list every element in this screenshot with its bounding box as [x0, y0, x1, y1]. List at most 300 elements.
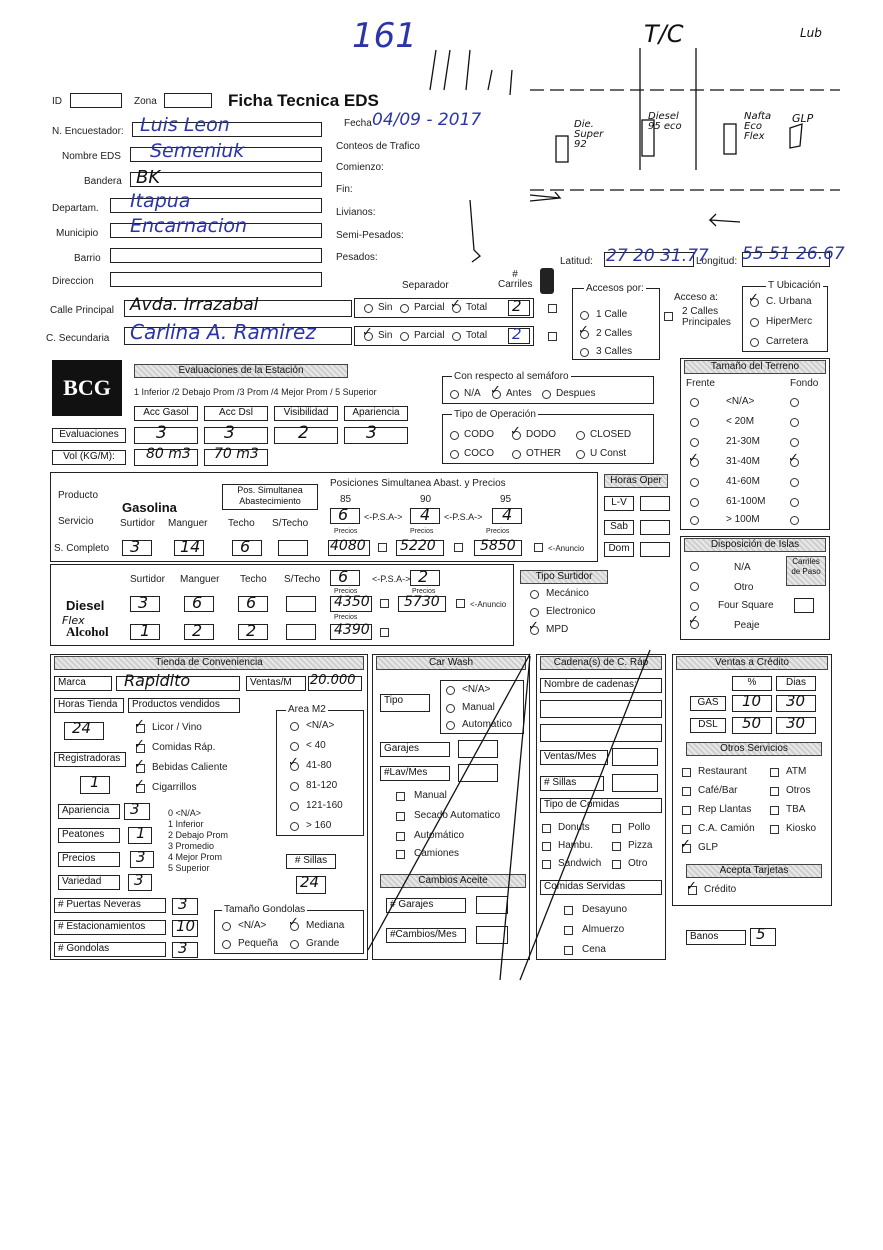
dsl-col-stecho: S/Techo	[284, 574, 321, 585]
dsl-col-manguer: Manguer	[180, 574, 220, 585]
ubicacion-hipermerc-label: HiperMerc	[766, 316, 813, 327]
producto-3-label: Cigarrillos	[152, 782, 197, 793]
parcial-label-2: Parcial	[414, 330, 445, 341]
producto-1-label: Comidas Ráp.	[152, 742, 216, 753]
fecha-label: Fecha	[344, 118, 372, 129]
cw-check-0[interactable]	[396, 792, 405, 801]
registradoras-value: 1	[90, 773, 100, 791]
dsl-psa-2-value: 2	[418, 567, 429, 586]
posiciones-label: Posiciones Simultanea Abast. y Precios	[330, 478, 506, 489]
servida-0-checkbox[interactable]	[564, 906, 573, 915]
tipo-comida-1-checkbox[interactable]	[612, 824, 621, 833]
peatones-label: Peatones	[58, 828, 120, 843]
area-4-label: 121-160	[306, 800, 343, 811]
diesel-label: Diesel	[66, 598, 105, 613]
vol-dsl-value: 70 m3	[214, 446, 259, 462]
credito-col-dias: Dias	[776, 676, 816, 691]
producto-2-label: Bebidas Caliente	[152, 762, 228, 773]
otro-servicio-7-label: Kiosko	[786, 823, 817, 834]
producto-2-mark: ✓	[134, 757, 145, 772]
horas-oper-header: Horas Oper	[604, 474, 668, 488]
psa-85-value: 6	[338, 505, 349, 524]
precios-tienda-label: Precios	[58, 852, 120, 867]
gondola-grande-label: Grande	[306, 938, 340, 949]
cadenas-tipo-label: Tipo de Comidas	[540, 798, 662, 813]
area-3-radio[interactable]	[290, 782, 299, 791]
comienzo-label: Comienzo:	[336, 162, 384, 173]
puertas-label: # Puertas Neveras	[54, 898, 166, 913]
op-codo-label: CODO	[464, 429, 494, 440]
tipo-comida-0-label: Donuts	[558, 822, 590, 833]
acceso-1-calle-label: 1 Calle	[596, 309, 628, 320]
fondo-option-4-radio[interactable]	[790, 478, 799, 487]
dsl-col-surtidor: Surtidor	[130, 574, 166, 585]
semaforo-antes-label: Antes	[506, 388, 532, 399]
tamano-gondolas-title: Tamaño Gondolas	[224, 904, 306, 915]
psa-95-value: 4	[502, 505, 513, 524]
credito-gas-label: GAS	[690, 696, 726, 711]
calle-secundaria-label: C. Secundaria	[46, 333, 110, 344]
eval-visibilidad-value: 2	[298, 423, 309, 443]
area-title: Area M2	[288, 704, 326, 715]
otro-servicio-3-checkbox[interactable]	[770, 787, 779, 796]
surtidor-mpd-label: MPD	[546, 624, 569, 635]
frente-option-2-radio[interactable]	[690, 438, 699, 447]
latitud-value: 27 20 31.77	[606, 246, 709, 266]
banos-label: Banos	[686, 930, 746, 945]
calle-secundaria-value: Carlina A. Ramirez	[130, 320, 316, 344]
fondo-option-6-radio[interactable]	[790, 516, 799, 525]
op-coco-label: COCO	[464, 448, 494, 459]
cadenas-sillas-label: # Sillas	[540, 776, 604, 791]
credito-mark: ✓	[686, 879, 697, 894]
semaforo-antes-mark: ✓	[490, 383, 501, 398]
ubicacion-urbana-mark: ✓	[748, 291, 759, 306]
producto-3-mark: ✓	[134, 777, 145, 792]
op-uconst-label: U Const	[590, 448, 627, 459]
departam-label: Departam.	[52, 203, 99, 214]
alc-manguer-value: 2	[192, 621, 203, 640]
horas-dom-label: Dom	[604, 542, 634, 557]
otro-servicio-1-checkbox[interactable]	[770, 768, 779, 777]
credito-gas-dias: 30	[786, 692, 806, 710]
dsl-col-techo: Techo	[240, 574, 267, 585]
semipesados-label: Semi-Pesados:	[336, 230, 404, 241]
cadenas-nombre-label: Nombre de cadenas:	[540, 678, 662, 693]
horas-lv-label: L-V	[604, 496, 634, 511]
disp-peaje-label: Peaje	[734, 620, 760, 631]
producto-0-label: Licor / Vino	[152, 722, 202, 733]
municipio-value: Encarnacion	[130, 215, 248, 237]
gondola-mediana-mark: ✓	[288, 915, 299, 930]
gondolas-label: # Gondolas	[54, 942, 166, 957]
tamano-header: Tamaño del Terreno	[684, 360, 826, 374]
cw-check-3[interactable]	[396, 850, 405, 859]
eval-accdsl-value: 3	[224, 423, 235, 443]
cw-check-0-label: Manual	[414, 790, 447, 801]
ventas-value: 20.000	[310, 673, 356, 688]
dsl-precios-label-1: Precios	[334, 588, 358, 595]
fondo-option-1-radio[interactable]	[790, 418, 799, 427]
otro-servicio-5-label: TBA	[786, 804, 806, 815]
puertas-value: 3	[178, 895, 188, 913]
flex-label: Flex	[62, 614, 85, 627]
carriles-paso-label: Carriles de Paso	[786, 556, 826, 586]
tamano-option-3-label: 31-40M	[726, 456, 760, 467]
precio-85-value: 4080	[330, 538, 366, 554]
calle-principal-label: Calle Principal	[50, 305, 114, 316]
otro-servicio-0-label: Restaurant	[698, 766, 747, 777]
anuncio-label-gas: <-Anuncio	[548, 544, 585, 553]
cw-na-label: <N/A>	[462, 684, 491, 695]
op-dodo-mark: ✓	[510, 424, 521, 439]
corner-mark: Lub	[800, 26, 822, 40]
tamano-option-0-label: <N/A>	[726, 396, 755, 407]
anuncio-label-dsl: <-Anuncio	[470, 600, 507, 609]
cw-check-3-label: Camiones	[414, 848, 460, 859]
area-4-radio[interactable]	[290, 802, 299, 811]
fondo-option-2-radio[interactable]	[790, 438, 799, 447]
sketch-item-3: Nafta Eco Flex	[744, 111, 772, 142]
dsl-techo-value: 6	[246, 593, 257, 612]
carriles-principal-value: 2	[512, 297, 522, 315]
tipo-comida-1-label: Pollo	[628, 822, 651, 833]
precio-95-value: 5850	[480, 538, 516, 554]
otro-servicio-6-checkbox[interactable]	[682, 825, 691, 834]
bandera-value: BK	[136, 167, 161, 188]
surtidor-mpd-mark: ✓	[528, 619, 539, 634]
sillas-tienda-value: 24	[300, 873, 320, 891]
credito-dsl-pct: 50	[742, 714, 762, 732]
gas-surtidor-value: 3	[130, 537, 141, 556]
frente-option-0-radio[interactable]	[690, 398, 699, 407]
area-5-label: > 160	[306, 820, 332, 831]
escala-5-label: 5 Superior	[168, 863, 210, 873]
ubicacion-urbana-label: C. Urbana	[766, 296, 812, 307]
vol-gasol-value: 80 m3	[146, 446, 191, 462]
eval-apariencia-value: 3	[366, 423, 377, 443]
dsl-psa-label: <-P.S.A->	[372, 574, 411, 584]
tamano-option-4-label: 41-60M	[726, 476, 760, 487]
area-41-80-mark: ✓	[288, 755, 299, 770]
eval-col-accdsl: Acc Dsl	[204, 406, 268, 421]
gas-col-manguer: Manguer	[168, 518, 208, 529]
sillas-tienda-label: # Sillas	[286, 854, 336, 869]
cw-check-1-label: Secado Automatico	[414, 810, 501, 821]
precios-tienda-value: 3	[136, 848, 146, 866]
gas-manguer-value: 14	[180, 537, 201, 556]
eval-col-apariencia: Apariencia	[344, 406, 408, 421]
apariencia-value: 3	[130, 800, 140, 818]
area-0-label: <N/A>	[306, 720, 335, 731]
disp-peaje-mark: ✓	[688, 613, 699, 628]
fecha-value: 04/09 - 2017	[372, 110, 482, 130]
estacionamientos-label: # Estacionamientos	[54, 920, 166, 935]
accesos-title: Accesos por:	[586, 283, 644, 294]
cw-check-2-label: Automático	[414, 830, 465, 841]
variedad-label: Variedad	[58, 875, 120, 890]
area-2-label: 41-80	[306, 760, 332, 771]
otro-servicio-0-checkbox[interactable]	[682, 768, 691, 777]
gondola-mediana-label: Mediana	[306, 920, 345, 931]
gondolas-value: 3	[178, 939, 188, 957]
escala-1-label: 1 Inferior	[168, 819, 204, 829]
producto-0-mark: ✓	[134, 717, 145, 732]
dsl-precios-label-2: Precios	[412, 588, 436, 595]
precios-label-3: Precios	[486, 528, 510, 535]
psa-90-value: 4	[420, 505, 431, 524]
credito-label: Crédito	[704, 884, 737, 895]
servida-1-label: Almuerzo	[582, 924, 625, 935]
id-label: ID	[52, 96, 62, 107]
gas-col-techo: Techo	[228, 518, 255, 529]
gas-col-surtidor: Surtidor	[120, 518, 156, 529]
encuestador-label: N. Encuestador:	[52, 126, 124, 137]
sin-secundaria-mark: ✓	[362, 325, 373, 340]
servida-0-label: Desayuno	[582, 904, 628, 915]
area-3-label: 81-120	[306, 780, 338, 791]
latitud-label: Latitud:	[560, 256, 593, 267]
marca-label: Marca	[54, 676, 112, 691]
alcohol-label: Alcohol	[66, 624, 109, 639]
sin-label-2: Sin	[378, 330, 393, 341]
parcial-label: Parcial	[414, 302, 445, 313]
surtidor-mecanico-label: Mecánico	[546, 588, 589, 599]
tipo-comida-3-checkbox[interactable]	[612, 842, 621, 851]
alc-techo-value: 2	[246, 621, 257, 640]
cw-check-2[interactable]	[396, 832, 405, 841]
alc-precio-value: 4390	[334, 622, 370, 638]
alc-precios-label: Precios	[334, 614, 358, 621]
precios-label-2: Precios	[410, 528, 434, 535]
separador-label: Separador	[402, 280, 449, 291]
fondo-option-5-radio[interactable]	[790, 498, 799, 507]
tipo-comida-5-checkbox[interactable]	[612, 860, 621, 869]
banos-value: 5	[756, 925, 766, 943]
area-1-radio[interactable]	[290, 742, 299, 751]
pesados-label: Pesados:	[336, 252, 378, 263]
servicio-label: Servicio	[58, 516, 94, 527]
carriles-label: # Carriles	[498, 269, 533, 290]
psa-label-1: <-P.S.A->	[364, 512, 403, 522]
dsl-precio-1-value: 4350	[334, 594, 370, 610]
sketch-item-1: Die. Super 92	[574, 119, 604, 150]
horas-tienda-value: 24	[72, 719, 92, 737]
disposicion-header: Disposición de Islas	[684, 538, 826, 552]
otro-servicio-1-label: ATM	[786, 766, 807, 777]
servida-2-label: Cena	[582, 944, 606, 955]
otro-servicio-7-checkbox[interactable]	[770, 825, 779, 834]
otros-servicios-header: Otros Servicios	[686, 742, 822, 756]
op-closed-label: CLOSED	[590, 429, 632, 440]
sin-label: Sin	[378, 302, 393, 313]
gas-col-stecho: S/Techo	[272, 518, 309, 529]
fondo-option-0-radio[interactable]	[790, 398, 799, 407]
horas-sab-label: Sab	[604, 520, 634, 535]
acceso-a-label: Acceso a:	[674, 292, 718, 303]
tamano-option-5-label: 61-100M	[726, 496, 766, 507]
garajes-label: Garajes	[380, 742, 450, 757]
nombre-eds-value: Semeniuk	[150, 140, 245, 162]
cw-auto-label: Automático	[462, 719, 513, 730]
peatones-value: 1	[136, 824, 146, 842]
octano-90: 90	[420, 494, 432, 505]
apariencia-label: Apariencia	[58, 804, 120, 819]
escala-2-label: 2 Debajo Prom	[168, 830, 229, 840]
conteos-label: Conteos de Trafico	[336, 141, 420, 152]
otro-servicio-2-checkbox[interactable]	[682, 787, 691, 796]
encuestador-value: Luis Leon	[140, 114, 230, 136]
form-title: Ficha Tecnica EDS	[228, 91, 379, 110]
vol-label: Vol (KG/M):	[52, 450, 126, 465]
evaluaciones-row-label: Evaluaciones	[52, 428, 126, 443]
eval-col-accgasol: Acc Gasol	[134, 406, 198, 421]
escala-0-label: 0 <N/A>	[168, 808, 202, 818]
marca-value: Rapidito	[124, 671, 191, 690]
ubicacion-carretera-label: Carretera	[766, 336, 809, 347]
cw-manual-label: Manual	[462, 702, 495, 713]
frente-option-1-radio[interactable]	[690, 418, 699, 427]
total-principal-mark: ✓	[450, 297, 461, 312]
tamano-frente-label: Frente	[686, 378, 715, 389]
ubicacion-title: T Ubicación	[768, 280, 821, 291]
disp-na-label: N/A	[734, 562, 751, 573]
longitud-value: 55 51 26.67	[742, 244, 845, 264]
tc-mark: T/C	[644, 20, 684, 48]
surtidor-electronico-label: Electronico	[546, 606, 596, 617]
operacion-title: Tipo de Operación	[454, 409, 536, 420]
tienda-header: Tienda de Conveniencia	[54, 656, 364, 670]
producto-gasolina: Gasolina	[122, 500, 177, 515]
sketch-item-4: GLP	[792, 112, 814, 125]
precio-90-value: 5220	[400, 538, 436, 554]
frente-option-5-radio[interactable]	[690, 498, 699, 507]
tipo-comida-4-checkbox[interactable]	[542, 860, 551, 869]
semaforo-na-label: N/A	[464, 388, 481, 399]
lav-label: #Lav/Mes	[380, 766, 450, 781]
ventas-credito-header: Ventas a Crédito	[676, 656, 828, 670]
tamano-option-6-label: > 100M	[726, 514, 760, 525]
otro-servicio-2-label: Café/Bar	[698, 785, 738, 796]
disp-foursquare-label: Four Square	[718, 600, 774, 611]
bcg-logo: BCG	[52, 360, 122, 416]
tipo-surtidor-header: Tipo Surtidor	[520, 570, 608, 584]
escala-3-label: 3 Promedio	[168, 841, 215, 851]
tipo-comida-0-checkbox[interactable]	[542, 824, 551, 833]
fondo-31-40-mark: ✓	[788, 451, 799, 466]
registradoras-label: Registradoras	[54, 752, 126, 767]
cambios-header: Cambios Aceite	[380, 874, 526, 888]
area-0-radio[interactable]	[290, 722, 299, 731]
barrio-label: Barrio	[74, 253, 101, 264]
otro-servicio-5-checkbox[interactable]	[770, 806, 779, 815]
cambios-garajes-label: # Garajes	[386, 898, 466, 913]
scompleto-label: S. Completo	[54, 543, 110, 554]
psa-label-2: <-P.S.A->	[444, 512, 483, 522]
sketch-item-2: Diesel 95 eco	[648, 111, 682, 132]
otro-servicio-8-label: GLP	[698, 842, 719, 853]
tipo-comida-5-label: Otro	[628, 858, 648, 869]
area-5-radio[interactable]	[290, 822, 299, 831]
tipo-comida-3-label: Pizza	[628, 840, 653, 851]
credito-dsl-dias: 30	[786, 714, 806, 732]
tipo-comida-4-label: Sandwich	[558, 858, 602, 869]
semaforo-title: Con respecto al semáforo	[454, 371, 569, 382]
otro-servicio-4-checkbox[interactable]	[682, 806, 691, 815]
carwash-header: Car Wash	[376, 656, 526, 670]
eval-col-visibilidad: Visibilidad	[274, 406, 338, 421]
area-1-label: < 40	[306, 740, 326, 751]
tarjetas-header: Acepta Tarjetas	[686, 864, 822, 878]
precios-label-1: Precios	[334, 528, 358, 535]
calle-principal-value: Avda. Irrazabal	[130, 295, 259, 315]
dsl-precio-2-value: 5730	[404, 594, 440, 610]
carwash-tipo-label: Tipo	[380, 694, 430, 712]
tipo-comida-2-checkbox[interactable]	[542, 842, 551, 851]
direccion-label: Direccion	[52, 276, 94, 287]
cadenas-ventas-label: Ventas/Mes	[540, 750, 608, 765]
otro-servicio-3-label: Otros	[786, 785, 811, 796]
producto-label: Producto	[58, 490, 99, 501]
municipio-label: Municipio	[56, 228, 99, 239]
acceso-3-calles-label: 3 Calles	[596, 346, 633, 357]
frente-option-4-radio[interactable]	[690, 478, 699, 487]
livianos-label: Livianos:	[336, 207, 376, 218]
horas-tienda-label: Horas Tienda	[54, 698, 124, 713]
acceso-2-calles-label: 2 Calles	[596, 328, 633, 339]
cambios-mes-label: #Cambios/Mes	[386, 928, 466, 943]
total-label: Total	[466, 302, 488, 313]
dsl-manguer-value: 6	[192, 593, 203, 612]
producto-1-mark: ✓	[134, 737, 145, 752]
op-other-label: OTHER	[526, 448, 561, 459]
nombre-eds-label: Nombre EDS	[62, 151, 121, 162]
tamano-option-1-label: < 20M	[726, 416, 755, 427]
cadenas-header: Cadena(s) de C. Ráp	[540, 656, 662, 670]
servida-1-checkbox[interactable]	[564, 926, 573, 935]
credito-dsl-label: DSL	[690, 718, 726, 733]
tamano-fondo-label: Fondo	[790, 378, 819, 389]
fin-label: Fin:	[336, 184, 353, 195]
glp-mark: ✓	[680, 837, 691, 852]
productos-label: Productos vendidos	[128, 698, 240, 713]
tamano-option-2-label: 21-30M	[726, 436, 760, 447]
pos-simultanea-label: Pos. Simultanea Abastecimiento	[222, 484, 318, 510]
zona-label: Zona	[134, 96, 157, 107]
acceso-a-option: 2 Calles Principales	[682, 306, 731, 328]
evaluaciones-header: Evaluaciones de la Estación	[134, 364, 348, 378]
gas-techo-value: 6	[240, 537, 251, 556]
longitud-label: Longitud:	[696, 256, 738, 267]
departam-value: Itapua	[130, 190, 191, 212]
escala-4-label: 4 Mejor Prom	[168, 852, 223, 862]
acceso-2-calles-mark: ✓	[578, 323, 589, 338]
servida-2-checkbox[interactable]	[564, 946, 573, 955]
ventas-label: Ventas/M	[246, 676, 306, 691]
dsl-surtidor-value: 3	[138, 593, 149, 612]
octano-85: 85	[340, 494, 352, 505]
cadenas-servidas-label: Comidas Servidas	[540, 880, 662, 895]
semaforo-despues-label: Despues	[556, 388, 596, 399]
credito-col-pct: %	[732, 676, 772, 691]
otro-servicio-6-label: C.A. Camión	[698, 823, 755, 834]
octano-95: 95	[500, 494, 512, 505]
cw-check-1[interactable]	[396, 812, 405, 821]
dsl-psa-1-value: 6	[338, 567, 349, 586]
estacionamientos-value: 10	[176, 917, 196, 935]
frente-option-6-radio[interactable]	[690, 516, 699, 525]
evaluaciones-scale: 1 Inferior /2 Debajo Prom /3 Prom /4 Mejor Prom / 5 Superior	[134, 387, 377, 397]
